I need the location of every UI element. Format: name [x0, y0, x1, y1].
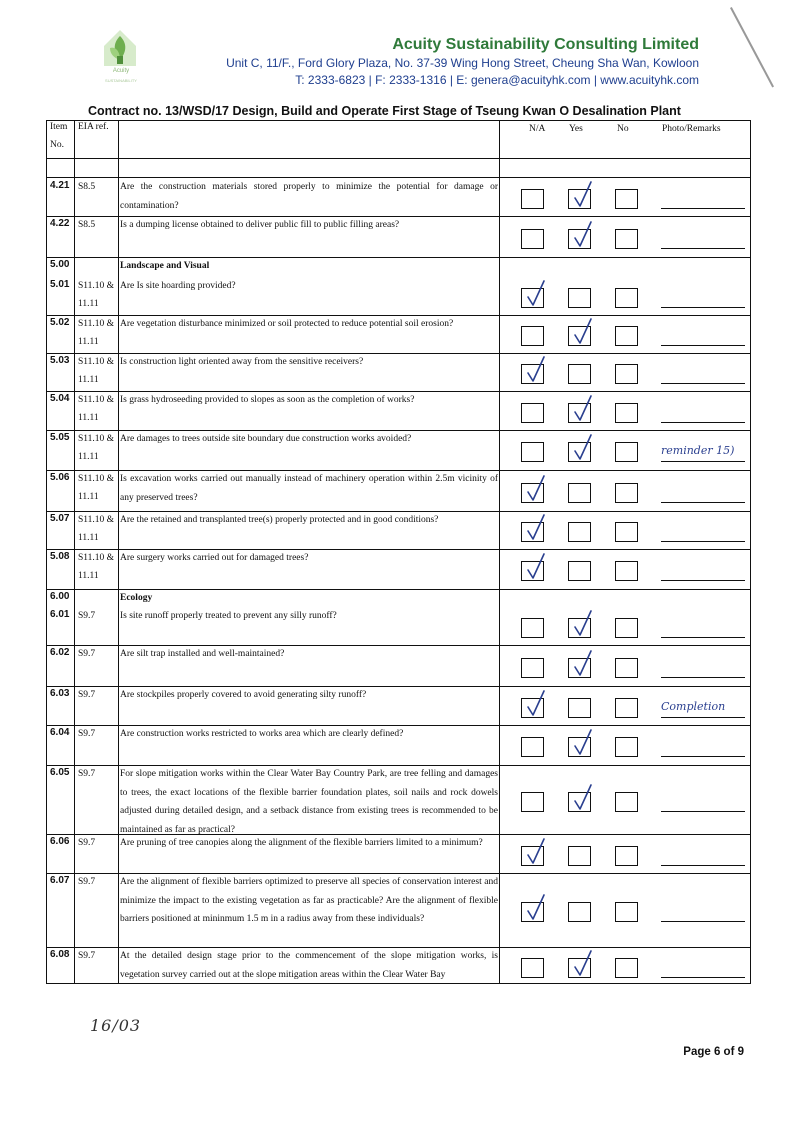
checkbox-yes[interactable]	[568, 792, 591, 812]
checklist-question: Are Is site hoarding provided?	[120, 281, 236, 291]
checkbox-no[interactable]	[615, 792, 638, 812]
checkbox-yes[interactable]	[568, 326, 591, 346]
remarks-line[interactable]	[661, 502, 745, 503]
checkmark-icon	[524, 552, 548, 582]
checkbox-yes[interactable]	[568, 483, 591, 503]
table-row	[47, 765, 750, 834]
header-item-no: No.	[50, 140, 64, 150]
checkmark-icon	[524, 689, 548, 719]
checkbox-no[interactable]	[615, 442, 638, 462]
table-row	[47, 178, 750, 216]
checkbox-na[interactable]	[521, 288, 544, 308]
checklist-question: Are silt trap installed and well-maintained?	[120, 649, 285, 659]
remarks-line[interactable]	[661, 383, 745, 384]
eia-ref: S8.5	[78, 220, 96, 230]
table-row	[47, 391, 750, 430]
checkbox-yes[interactable]	[568, 364, 591, 384]
eia-ref: S11.10 & 11.11	[78, 474, 115, 502]
item-number: 6.08	[50, 949, 70, 960]
checkbox-no[interactable]	[615, 364, 638, 384]
checkbox-no[interactable]	[615, 403, 638, 423]
company-contact: T: 2333-6823 | F: 2333-1316 | E: genera@acuityhk.com | www.acuityhk.com	[295, 73, 699, 87]
checkbox-na[interactable]	[521, 698, 544, 718]
remarks-line[interactable]	[661, 208, 745, 209]
checkbox-yes[interactable]	[568, 442, 591, 462]
header-no: No	[617, 124, 629, 134]
checklist-question: Is site runoff properly treated to prevent any silly runoff?	[120, 611, 337, 621]
remarks-line[interactable]	[661, 541, 745, 542]
checklist-question: Are stockpiles properly covered to avoid generating silty runoff?	[120, 690, 367, 700]
eia-ref: S11.10 & 11.11	[78, 319, 115, 347]
item-number: 5.04	[50, 393, 70, 404]
corner-mark	[730, 7, 774, 87]
checkbox-na[interactable]	[521, 737, 544, 757]
table-row	[47, 645, 750, 686]
table-row	[47, 725, 750, 765]
checkmark-icon	[571, 609, 595, 639]
checkbox-na[interactable]	[521, 522, 544, 542]
checklist-question: Are vegetation disturbance minimized or soil protected to reduce potential soil erosion?	[120, 319, 454, 329]
item-number: 4.21	[50, 180, 70, 191]
logo-name: Acuity	[112, 68, 130, 74]
checkmark-icon	[571, 783, 595, 813]
item-number: 4.22	[50, 218, 70, 229]
checkbox-yes[interactable]	[568, 618, 591, 638]
checkbox-no[interactable]	[615, 846, 638, 866]
checkbox-na[interactable]	[521, 846, 544, 866]
remarks-line[interactable]	[661, 461, 745, 462]
checkbox-na[interactable]	[521, 483, 544, 503]
company-logo-icon	[96, 26, 144, 86]
table-row	[47, 686, 750, 725]
item-number: 6.02	[50, 647, 70, 658]
checkbox-yes[interactable]	[568, 737, 591, 757]
header-remarks: Photo/Remarks	[662, 124, 721, 134]
checkbox-na[interactable]	[521, 442, 544, 462]
checkbox-no[interactable]	[615, 561, 638, 581]
remarks-line[interactable]	[661, 717, 745, 718]
checkbox-na[interactable]	[521, 792, 544, 812]
section-title: Ecology	[120, 593, 153, 603]
checkbox-no[interactable]	[615, 958, 638, 978]
checkmark-icon	[524, 474, 548, 504]
checkmark-icon	[571, 220, 595, 250]
eia-ref: S9.7	[78, 877, 96, 887]
remarks-line[interactable]	[661, 422, 745, 423]
checkmark-icon	[571, 317, 595, 347]
checklist-question: Are the alignment of flexible barriers optimized to preserve all species of conservation interest and minimize the impact to the existing vegetation as far as practicable? Are the alignment of flexible barriers positioned at mininmum 1.5 m in a radius away from these individuals?	[120, 877, 498, 924]
remarks-line[interactable]	[661, 921, 745, 922]
item-number: 5.05	[50, 432, 70, 443]
item-number: 5.08	[50, 551, 70, 562]
contract-title: Contract no. 13/WSD/17 Design, Build and Operate First Stage of Tseung Kwan O Desalination Plant	[88, 104, 681, 118]
company-address: Unit C, 11/F., Ford Glory Plaza, No. 37-39 Wing Hong Street, Cheung Sha Wan, Kowloon	[226, 56, 699, 70]
eia-ref: S11.10 & 11.11	[78, 357, 115, 385]
checklist-question: Are the retained and transplanted tree(s) properly protected and in good conditions?	[120, 515, 439, 525]
remarks-line[interactable]	[661, 977, 745, 978]
remarks-line[interactable]	[661, 677, 745, 678]
checkbox-na[interactable]	[521, 561, 544, 581]
logo-tagline: SUSTAINABILITY	[105, 78, 137, 83]
checkbox-no[interactable]	[615, 902, 638, 922]
header-na: N/A	[529, 124, 546, 134]
checkmark-icon	[571, 949, 595, 979]
eia-ref: S11.10 & 11.11	[78, 553, 115, 581]
checklist-question: For slope mitigation works within the Clear Water Bay Country Park, are tree felling and damages to trees, the exact locations of the flexible barrier foundation plates, soil nails and rock dowels adjusted during detailed design, and a setback distance from existing trees is recommended to be maintained as far as practical?	[120, 769, 498, 835]
item-number: 6.05	[50, 767, 70, 778]
remarks-line[interactable]	[661, 756, 745, 757]
checkbox-no[interactable]	[615, 229, 638, 249]
checkbox-yes[interactable]	[568, 288, 591, 308]
checkbox-na[interactable]	[521, 189, 544, 209]
remarks-line[interactable]	[661, 811, 745, 812]
checkbox-yes[interactable]	[568, 189, 591, 209]
table-row	[47, 216, 750, 257]
table-row	[47, 430, 750, 470]
eia-ref: S9.7	[78, 690, 96, 700]
handwritten-remark: reminder 15)	[661, 444, 735, 457]
checkbox-na[interactable]	[521, 326, 544, 346]
checkbox-yes[interactable]	[568, 561, 591, 581]
handwritten-date: 16/03	[90, 1016, 142, 1035]
checkbox-yes[interactable]	[568, 403, 591, 423]
section-title: Landscape and Visual	[120, 261, 210, 271]
checkbox-na[interactable]	[521, 902, 544, 922]
section-row	[47, 257, 750, 277]
header-item: Item	[50, 122, 68, 132]
checkmark-icon	[571, 394, 595, 424]
remarks-line[interactable]	[661, 580, 745, 581]
eia-ref: S11.10 & 11.11	[78, 434, 115, 462]
item-number: 5.00	[50, 259, 70, 270]
eia-ref: S9.7	[78, 649, 96, 659]
checklist-question: Is grass hydroseeding provided to slopes as soon as the completion of works?	[120, 395, 415, 405]
checkbox-no[interactable]	[615, 737, 638, 757]
row-divider	[47, 158, 750, 159]
checkbox-no[interactable]	[615, 698, 638, 718]
table-row	[47, 353, 750, 391]
checkbox-no[interactable]	[615, 522, 638, 542]
checklist-question: Are the construction materials stored properly to minimize the potential for damage or contamination?	[120, 182, 498, 211]
checklist-question: Are damages to trees outside site boundary due construction works avoided?	[120, 434, 412, 444]
eia-ref: S9.7	[78, 729, 96, 739]
table-row	[47, 834, 750, 873]
item-number: 6.07	[50, 875, 70, 886]
header-eia: EIA ref.	[78, 122, 109, 132]
page-number: Page 6 of 9	[683, 1046, 744, 1058]
checkbox-yes[interactable]	[568, 229, 591, 249]
eia-ref: S11.10 & 11.11	[78, 395, 115, 423]
checklist-question: Is construction light oriented away from the sensitive receivers?	[120, 357, 364, 367]
remarks-line[interactable]	[661, 307, 745, 308]
checkbox-yes[interactable]	[568, 902, 591, 922]
item-number: 5.02	[50, 317, 70, 328]
checkmark-icon	[524, 837, 548, 867]
checklist-question: Is excavation works carried out manually instead of machinery operation within 2.5m vicinity of any preserved trees?	[120, 474, 498, 503]
item-number: 6.03	[50, 688, 70, 699]
eia-ref: S9.7	[78, 611, 96, 621]
checkbox-yes[interactable]	[568, 698, 591, 718]
checkbox-no[interactable]	[615, 658, 638, 678]
table-row	[47, 511, 750, 549]
checkmark-icon	[524, 893, 548, 923]
checkmark-icon	[524, 355, 548, 385]
checkbox-no[interactable]	[615, 189, 638, 209]
checklist-question: Are surgery works carried out for damaged trees?	[120, 553, 309, 563]
item-number: 5.07	[50, 513, 70, 524]
item-number: 6.00	[50, 591, 70, 602]
table-row	[47, 470, 750, 511]
checkbox-no[interactable]	[615, 326, 638, 346]
checkbox-yes[interactable]	[568, 658, 591, 678]
table-row	[47, 315, 750, 353]
company-name: Acuity Sustainability Consulting Limited	[392, 36, 699, 53]
item-number: 6.01	[50, 609, 70, 620]
checkbox-yes[interactable]	[568, 522, 591, 542]
checkbox-na[interactable]	[521, 958, 544, 978]
remarks-line[interactable]	[661, 637, 745, 638]
table-row	[47, 549, 750, 589]
checkbox-no[interactable]	[615, 483, 638, 503]
checkbox-na[interactable]	[521, 403, 544, 423]
table-row	[47, 607, 750, 645]
checkmark-icon	[524, 279, 548, 309]
eia-ref: S8.5	[78, 182, 96, 192]
checklist-question: Is a dumping license obtained to deliver public fill to public filling areas?	[120, 220, 400, 230]
eia-ref: S11.10 & 11.11	[78, 515, 115, 543]
item-number: 6.04	[50, 727, 70, 738]
remarks-line[interactable]	[661, 865, 745, 866]
remarks-line[interactable]	[661, 345, 745, 346]
checklist-question: Are pruning of tree canopies along the alignment of the flexible barriers limited to a minimum?	[120, 838, 483, 848]
eia-ref: S11.10 & 11.11	[78, 281, 115, 309]
eia-ref: S9.7	[78, 769, 96, 779]
item-number: 5.01	[50, 279, 70, 290]
table-row	[47, 873, 750, 947]
checkmark-icon	[524, 513, 548, 543]
item-number: 6.06	[50, 836, 70, 847]
item-number: 5.03	[50, 355, 70, 366]
checklist-question: Are construction works restricted to works area which are clearly defined?	[120, 729, 404, 739]
checkbox-yes[interactable]	[568, 846, 591, 866]
eia-ref: S9.7	[78, 951, 96, 961]
table-row	[47, 947, 750, 985]
checklist-table	[46, 120, 751, 984]
eia-ref: S9.7	[78, 838, 96, 848]
checkbox-na[interactable]	[521, 364, 544, 384]
item-number: 5.06	[50, 472, 70, 483]
checkmark-icon	[571, 180, 595, 210]
section-row	[47, 589, 750, 607]
checkbox-yes[interactable]	[568, 958, 591, 978]
checkbox-na[interactable]	[521, 618, 544, 638]
checkbox-no[interactable]	[615, 618, 638, 638]
checkbox-na[interactable]	[521, 658, 544, 678]
checkbox-no[interactable]	[615, 288, 638, 308]
checkmark-icon	[571, 433, 595, 463]
handwritten-remark: Completion	[661, 700, 726, 713]
header-yes: Yes	[569, 124, 583, 134]
checkmark-icon	[571, 728, 595, 758]
checkbox-na[interactable]	[521, 229, 544, 249]
checklist-question: At the detailed design stage prior to the commencement of the slope mitigation works, is vegetation survey carried out at the slope mitigation areas within the Clear Water Bay	[120, 951, 498, 980]
remarks-line[interactable]	[661, 248, 745, 249]
checkmark-icon	[571, 649, 595, 679]
table-row	[47, 277, 750, 315]
